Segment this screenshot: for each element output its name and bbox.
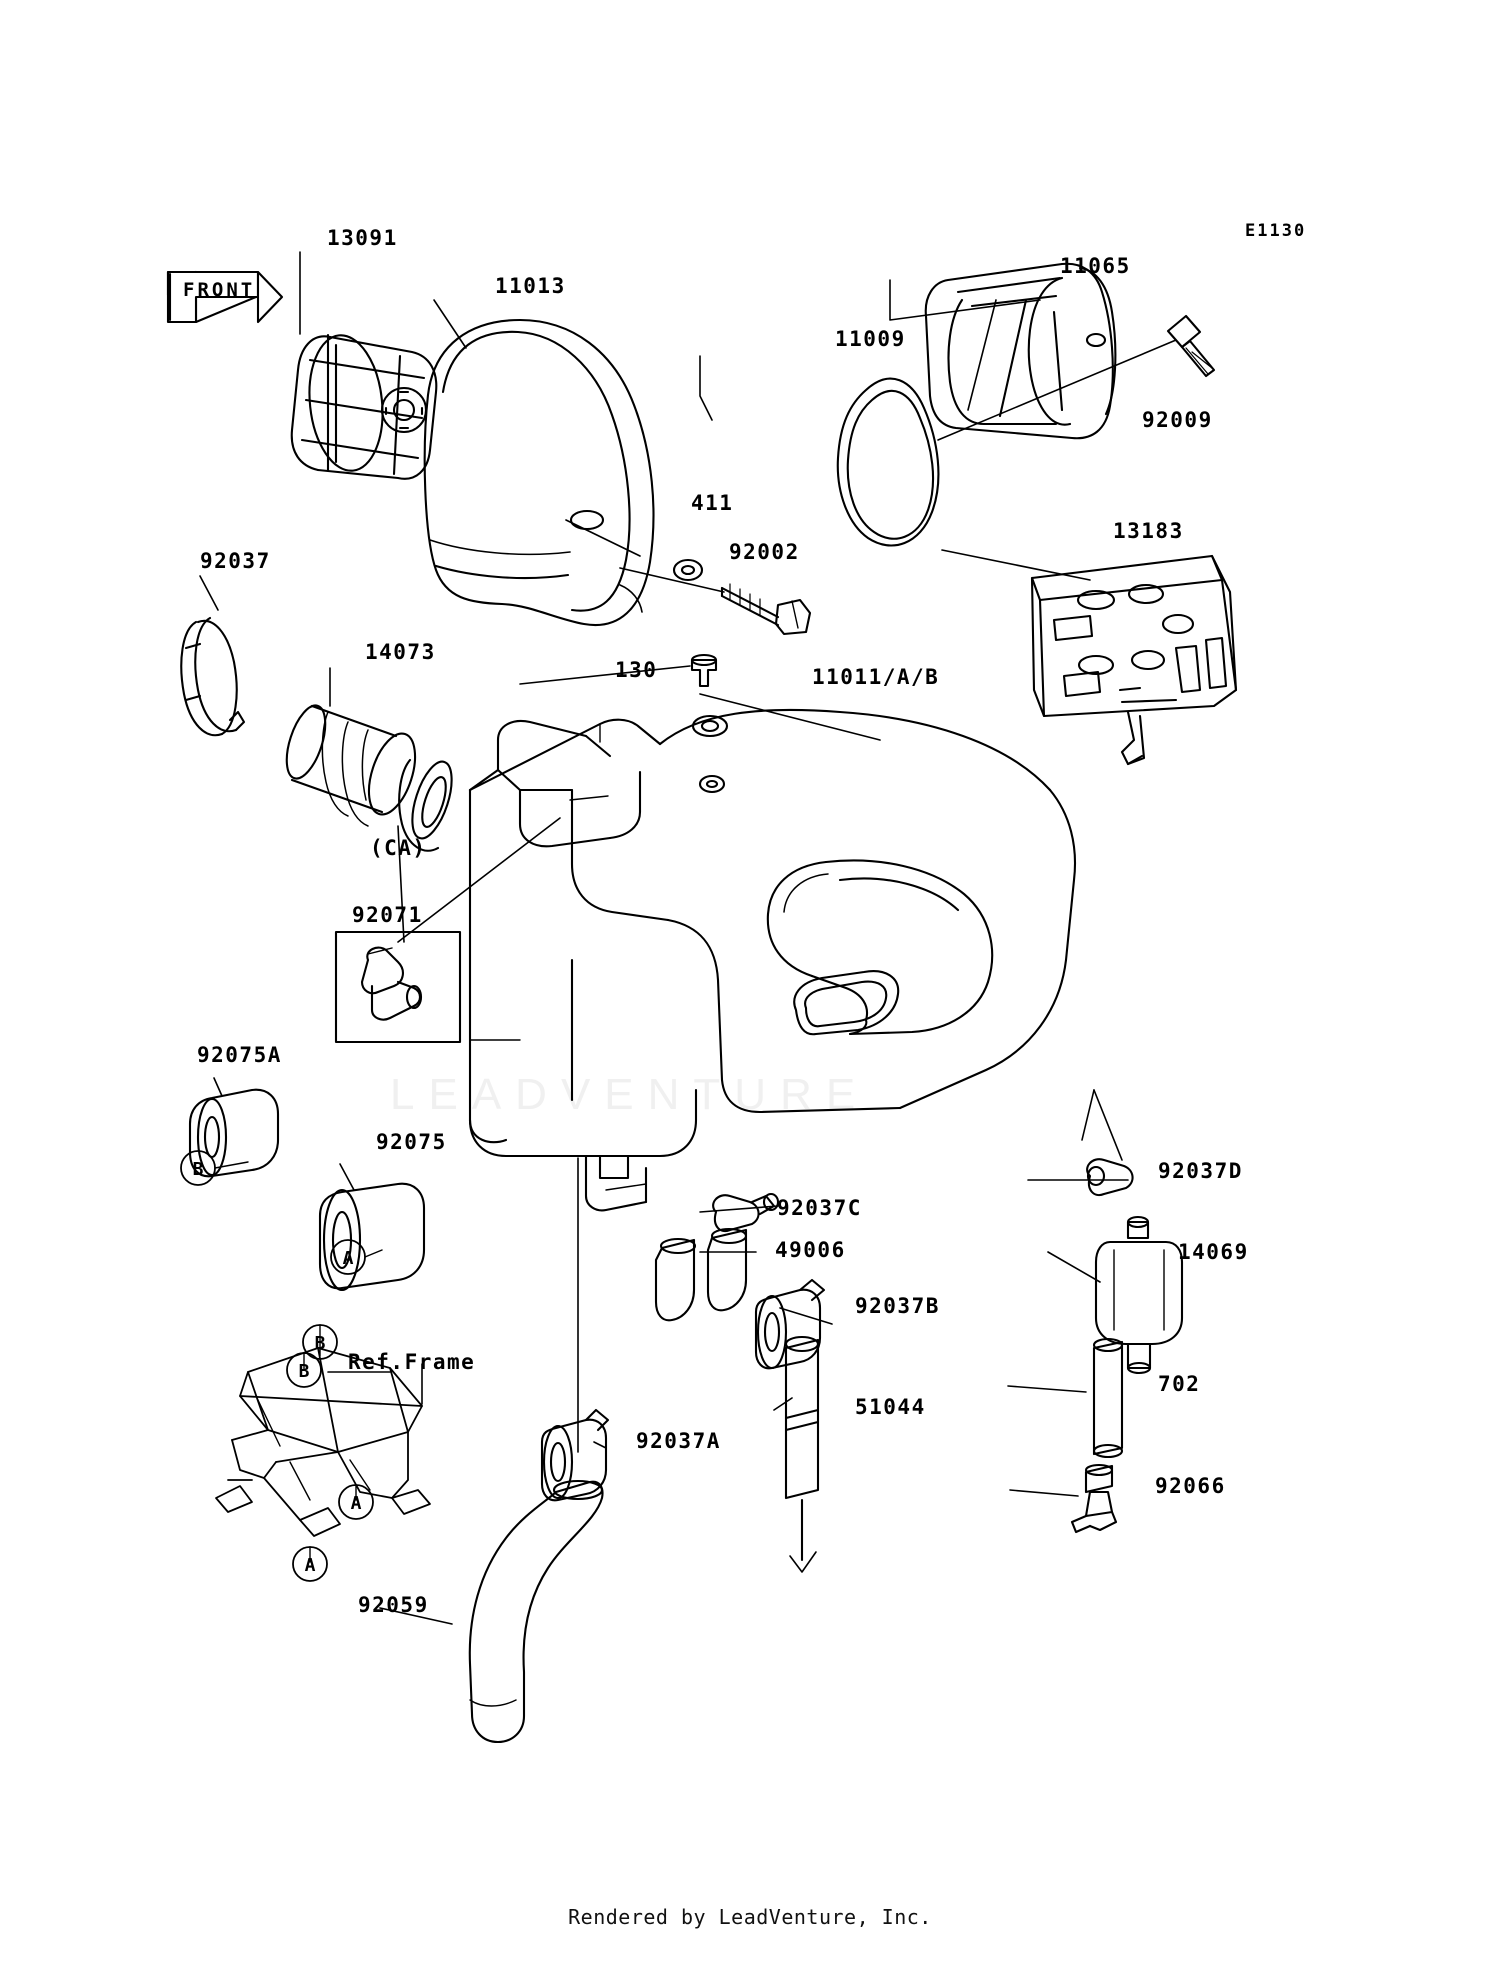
callout-92066: 92066 [1155,1474,1226,1498]
callout-11013: 11013 [495,274,566,298]
callout-ca: (CA) [370,836,427,860]
callout-14073: 14073 [365,640,436,664]
callout-14069: 14069 [1178,1240,1249,1264]
callout-702: 702 [1158,1372,1201,1396]
render-credit: Rendered by LeadVenture, Inc. [568,1905,932,1929]
part-92037C [713,1194,778,1231]
callout-ref-frame: Ref.Frame [348,1350,476,1374]
callout-92037D: 92037D [1158,1159,1243,1183]
sheet-code: E1130 [1245,221,1307,241]
svg-text:A: A [342,1248,354,1269]
callout-92037C: 92037C [777,1196,862,1220]
callout-92009: 92009 [1142,408,1213,432]
part-13183 [1032,556,1236,764]
part-92066 [1072,1465,1116,1532]
callout-13091: 13091 [327,226,398,250]
callout-92037B: 92037B [855,1294,940,1318]
callout-92071: 92071 [352,903,423,927]
watermark-text: LEADVENTURE [390,1070,870,1119]
callout-92059: 92059 [358,1593,429,1617]
callout-13183: 13183 [1113,519,1184,543]
ref-frame-part [216,1348,430,1536]
part-92075 [320,1184,424,1290]
callout-11065: 11065 [1060,254,1131,278]
svg-text:A: A [350,1493,362,1514]
part-92037D [1087,1159,1132,1195]
callout-49006: 49006 [775,1238,846,1262]
part-11009 [838,379,939,546]
callout-411: 411 [691,491,734,515]
callout-92037A: 92037A [636,1429,721,1453]
callout-11009: 11009 [835,327,906,351]
part-92002 [722,584,810,634]
part-14069 [1096,1217,1182,1373]
part-49006 [656,1229,746,1320]
part-92059 [470,1481,603,1742]
svg-text:B: B [192,1159,204,1180]
callout-92037: 92037 [200,549,271,573]
part-130 [692,655,716,686]
front-arrow-label: FRONT [183,279,256,301]
part-92037 [181,618,244,735]
callout-130: 130 [615,658,658,682]
svg-text:A: A [304,1555,316,1576]
callout-51044: 51044 [855,1395,926,1419]
part-92009 [1168,316,1214,376]
ca-box [336,932,460,1042]
svg-text:B: B [314,1333,326,1354]
part-13091 [292,332,437,479]
callout-92002: 92002 [729,540,800,564]
part-11065 [926,264,1116,439]
callout-92075A: 92075A [197,1043,282,1067]
callout-11011: 11011/A/B [812,665,940,689]
part-11013 [425,320,654,625]
part-411 [674,560,702,580]
part-51044 [786,1337,818,1572]
part-702 [1094,1339,1122,1457]
part-92037B [756,1280,824,1368]
callout-92075: 92075 [376,1130,447,1154]
part-14073 [279,701,460,851]
part-11011 [470,710,1075,1210]
svg-text:B: B [298,1361,310,1382]
